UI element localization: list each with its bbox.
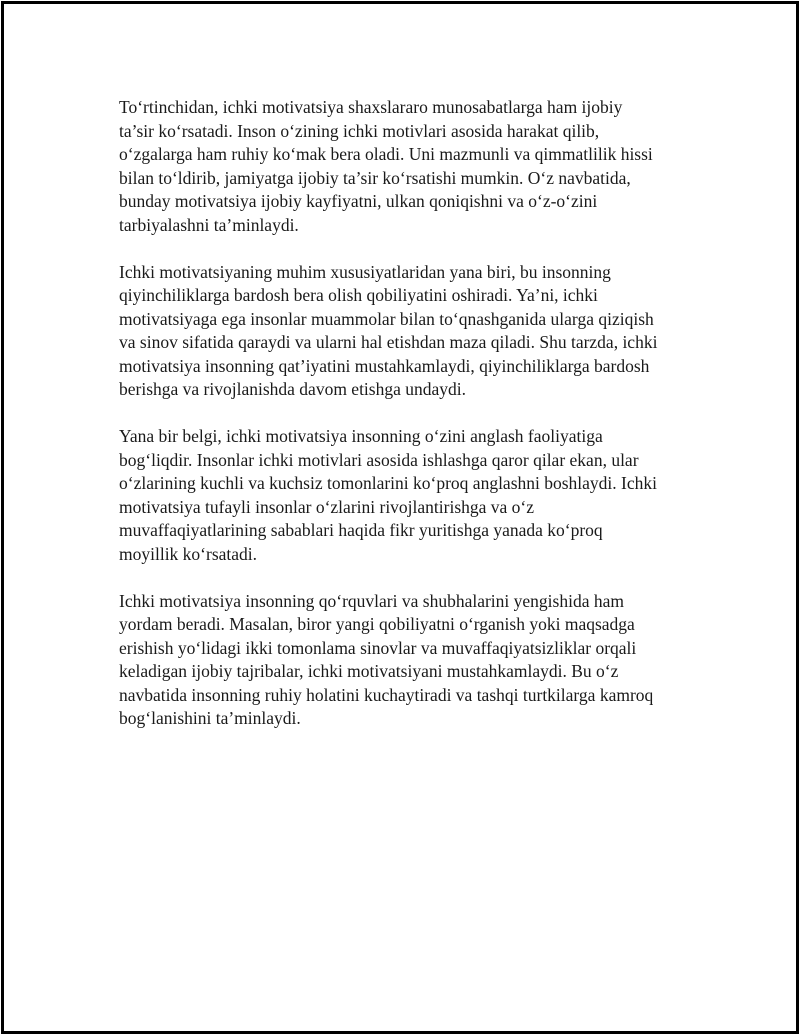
- paragraph-3: [119, 425, 687, 566]
- text-line: bilan to‘ldirib, jamiyatga ijobiy ta’sir ko‘rsatishi mumkin. O‘z navbatida,: [119, 167, 631, 188]
- text-line: motivatsiya tufayli insonlar o‘zlarini rivojlantirishga va o‘z: [119, 496, 535, 517]
- text-line: erishish yo‘lidagi ikki tomonlama sinovlar va muvaffaqiyatsizliklar orqali: [119, 637, 637, 658]
- text-line: qiyinchiliklarga bardosh bera olish qobiliyatini oshiradi. Ya’ni, ichki: [119, 285, 598, 305]
- text-line: motivatsiyaga ega insonlar muammolar bilan to‘qnashganida ularga qiziqish: [119, 308, 654, 329]
- text-line: yordam beradi. Masalan, biror yangi qobiliyatni o‘rganish yoki maqsadga: [119, 614, 635, 634]
- document-page: [1, 1, 799, 1034]
- paragraph-4: [119, 590, 687, 731]
- text-line: bog‘liqdir. Insonlar ichki motivlari asosida ishlashga qaror qilar ekan, ular: [119, 449, 639, 470]
- text-line: Ichki motivatsiya insonning qo‘rquvlari va shubhalarini yengishida ham: [119, 590, 624, 611]
- text-line: navbatida insonning ruhiy holatini kuchaytiradi va tashqi turtkilarga kamroq: [119, 684, 654, 705]
- text-line: o‘zlarining kuchli va kuchsiz tomonlarini ko‘proq anglashni boshlaydi. Ichki: [119, 473, 658, 493]
- text-line: bog‘lanishini ta’minlaydi.: [119, 708, 301, 728]
- text-line: motivatsiya insonning qat’iyatini mustahkamlaydi, qiyinchiliklarga bardosh: [119, 355, 650, 376]
- text-line: ta’sir ko‘rsatadi. Inson o‘zining ichki motivlari asosida harakat qilib,: [119, 120, 600, 141]
- text-line: muvaffaqiyatlarining sabablari haqida fikr yuritishga yanada ko‘proq: [119, 520, 603, 540]
- text-line: tarbiyalashni ta’minlaydi.: [119, 214, 299, 235]
- text-line: To‘rtinchidan, ichki motivatsiya shaxslararo munosabatlarga ham ijobiy: [119, 97, 623, 117]
- text-line: o‘zgalarga ham ruhiy ko‘mak bera oladi. Uni mazmunli va qimmatlilik hissi: [119, 144, 653, 164]
- paragraph-2: [119, 261, 687, 402]
- text-line: keladigan ijobiy tajribalar, ichki motivatsiyani mustahkamlaydi. Bu o‘z: [119, 661, 619, 681]
- text-line: berishga va rivojlanishda davom etishga undaydi.: [119, 379, 467, 399]
- text-line: bunday motivatsiya ijobiy kayfiyatni, ulkan qoniqishni va o‘z-o‘zini: [119, 191, 598, 211]
- text-line: moyillik ko‘rsatadi.: [119, 543, 258, 564]
- text-line: Ichki motivatsiyaning muhim xususiyatlaridan yana biri, bu insonning: [119, 261, 611, 282]
- text-line: va sinov sifatida qaraydi va ularni hal etishdan maza qiladi. Shu tarzda, ichki: [119, 332, 658, 352]
- text-line: Yana bir belgi, ichki motivatsiya insonning o‘zini anglash faoliyatiga: [119, 426, 603, 446]
- paragraph-1: [119, 96, 687, 237]
- document-body: [119, 96, 687, 754]
